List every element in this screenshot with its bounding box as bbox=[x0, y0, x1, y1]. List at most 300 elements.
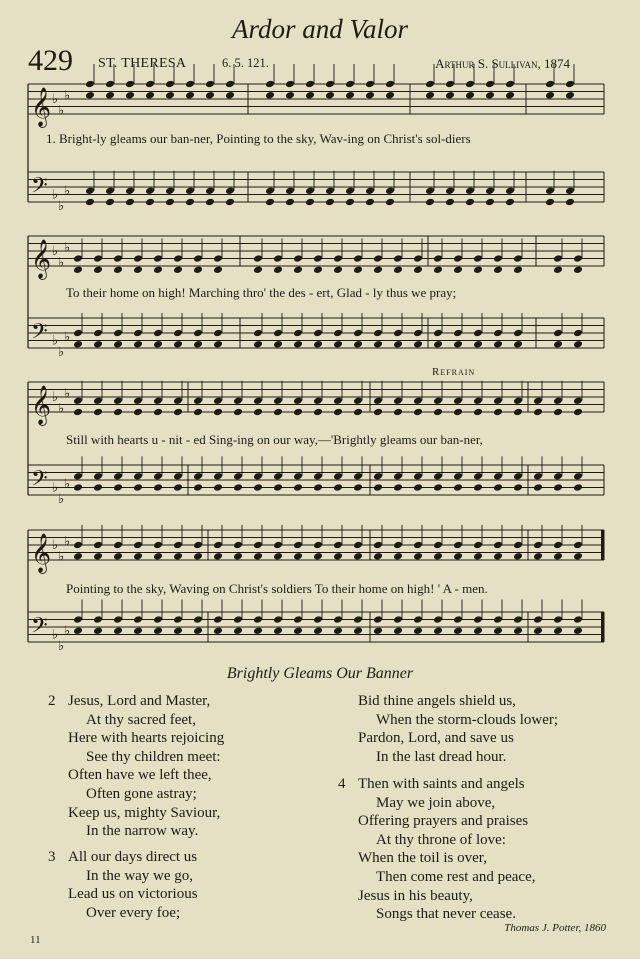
note-head bbox=[573, 254, 583, 263]
note-head bbox=[373, 483, 383, 492]
note-head bbox=[273, 408, 283, 417]
note-head bbox=[113, 340, 123, 349]
note-head bbox=[293, 329, 303, 338]
note-head bbox=[153, 472, 163, 481]
verse-line: When the storm-clouds lower; bbox=[376, 711, 559, 728]
note-head bbox=[373, 329, 383, 338]
note-head bbox=[193, 396, 203, 405]
flat-icon: ♭ bbox=[52, 627, 59, 643]
note-head bbox=[273, 340, 283, 349]
note-head bbox=[93, 408, 103, 417]
note-head bbox=[393, 483, 403, 492]
verse-line: Then with saints and angels bbox=[358, 776, 525, 792]
note-head bbox=[93, 396, 103, 405]
treble-clef-icon: 𝄞 bbox=[31, 239, 52, 279]
note-head bbox=[573, 472, 583, 481]
note-head bbox=[133, 541, 143, 550]
note-head bbox=[305, 80, 315, 89]
note-head bbox=[253, 626, 263, 635]
note-head bbox=[533, 483, 543, 492]
note-head bbox=[293, 541, 303, 550]
note-head bbox=[393, 541, 403, 550]
note-head bbox=[305, 91, 315, 100]
note-head bbox=[365, 198, 375, 207]
note-head bbox=[553, 472, 563, 481]
note-head bbox=[293, 615, 303, 624]
verse-4 bbox=[338, 775, 536, 924]
note-head bbox=[393, 615, 403, 624]
note-head bbox=[73, 541, 83, 550]
note-head bbox=[573, 552, 583, 561]
note-head bbox=[133, 329, 143, 338]
note-head bbox=[353, 483, 363, 492]
note-head bbox=[393, 396, 403, 405]
note-head bbox=[293, 340, 303, 349]
note-head bbox=[133, 552, 143, 561]
note-head bbox=[513, 329, 523, 338]
note-head bbox=[473, 340, 483, 349]
note-head bbox=[393, 265, 403, 274]
note-head bbox=[233, 626, 243, 635]
note-head bbox=[213, 552, 223, 561]
note-head bbox=[185, 198, 195, 207]
note-head bbox=[125, 91, 135, 100]
note-head bbox=[93, 254, 103, 263]
note-head bbox=[473, 541, 483, 550]
note-head bbox=[433, 340, 443, 349]
note-head bbox=[453, 329, 463, 338]
note-head bbox=[193, 626, 203, 635]
note-head bbox=[453, 615, 463, 624]
note-head bbox=[453, 340, 463, 349]
note-head bbox=[453, 626, 463, 635]
note-head bbox=[473, 626, 483, 635]
note-head bbox=[205, 91, 215, 100]
note-head bbox=[173, 626, 183, 635]
note-head bbox=[373, 552, 383, 561]
note-head bbox=[573, 265, 583, 274]
note-head bbox=[445, 198, 455, 207]
note-head bbox=[545, 80, 555, 89]
note-head bbox=[425, 80, 435, 89]
note-head bbox=[533, 396, 543, 405]
note-head bbox=[173, 552, 183, 561]
note-head bbox=[173, 329, 183, 338]
note-head bbox=[553, 615, 563, 624]
note-head bbox=[153, 254, 163, 263]
note-head bbox=[305, 198, 315, 207]
note-head bbox=[173, 472, 183, 481]
note-head bbox=[413, 541, 423, 550]
note-head bbox=[153, 340, 163, 349]
verse-line: May we join above, bbox=[376, 794, 496, 811]
note-head bbox=[233, 615, 243, 624]
note-head bbox=[333, 626, 343, 635]
note-head bbox=[393, 408, 403, 417]
note-head bbox=[93, 552, 103, 561]
note-head bbox=[493, 615, 503, 624]
note-head bbox=[73, 329, 83, 338]
note-head bbox=[313, 626, 323, 635]
verse-line: Here with hearts rejoicing bbox=[68, 730, 225, 747]
note-head bbox=[533, 552, 543, 561]
note-head bbox=[185, 186, 195, 195]
flat-icon: ♭ bbox=[58, 344, 65, 360]
note-head bbox=[473, 396, 483, 405]
verse-line: Bid thine angels shield us, bbox=[358, 693, 516, 709]
note-head bbox=[313, 552, 323, 561]
note-head bbox=[213, 626, 223, 635]
note-head bbox=[373, 254, 383, 263]
note-head bbox=[473, 254, 483, 263]
note-head bbox=[373, 626, 383, 635]
note-head bbox=[373, 340, 383, 349]
note-head bbox=[93, 329, 103, 338]
note-head bbox=[333, 615, 343, 624]
note-head bbox=[493, 472, 503, 481]
note-head bbox=[193, 329, 203, 338]
note-head bbox=[485, 80, 495, 89]
note-head bbox=[433, 541, 443, 550]
note-head bbox=[133, 265, 143, 274]
note-head bbox=[225, 198, 235, 207]
note-head bbox=[273, 483, 283, 492]
bass-clef-icon: 𝄢 bbox=[31, 173, 48, 204]
note-head bbox=[253, 483, 263, 492]
note-head bbox=[273, 552, 283, 561]
meter: 6. 5. 121. bbox=[222, 56, 269, 70]
lyrics-line-4: Pointing to the sky, Waving on Christ's soldiers To their home on high! ' A - men. bbox=[66, 581, 488, 596]
note-head bbox=[105, 186, 115, 195]
note-head bbox=[553, 396, 563, 405]
note-head bbox=[493, 483, 503, 492]
note-head bbox=[445, 186, 455, 195]
note-head bbox=[433, 396, 443, 405]
note-head bbox=[433, 408, 443, 417]
note-head bbox=[473, 552, 483, 561]
note-head bbox=[565, 80, 575, 89]
note-head bbox=[513, 552, 523, 561]
note-head bbox=[353, 329, 363, 338]
note-head bbox=[113, 552, 123, 561]
note-head bbox=[113, 472, 123, 481]
note-head bbox=[313, 408, 323, 417]
note-head bbox=[453, 265, 463, 274]
note-head bbox=[233, 396, 243, 405]
note-head bbox=[393, 254, 403, 263]
note-head bbox=[173, 615, 183, 624]
verse-line: Jesus in his beauty, bbox=[358, 887, 473, 904]
note-head bbox=[73, 340, 83, 349]
verse-line: In the way we go, bbox=[86, 867, 194, 884]
note-head bbox=[513, 265, 523, 274]
note-head bbox=[433, 615, 443, 624]
note-head bbox=[193, 408, 203, 417]
note-head bbox=[333, 541, 343, 550]
note-head bbox=[393, 340, 403, 349]
note-head bbox=[133, 472, 143, 481]
flat-icon: ♭ bbox=[64, 183, 71, 199]
note-head bbox=[225, 186, 235, 195]
note-head bbox=[153, 408, 163, 417]
note-head bbox=[185, 91, 195, 100]
note-head bbox=[305, 186, 315, 195]
note-head bbox=[453, 254, 463, 263]
treble-clef-icon: 𝄞 bbox=[31, 533, 52, 573]
note-head bbox=[485, 91, 495, 100]
note-head bbox=[85, 198, 95, 207]
note-head bbox=[553, 265, 563, 274]
note-head bbox=[233, 472, 243, 481]
note-head bbox=[113, 408, 123, 417]
note-head bbox=[93, 340, 103, 349]
note-head bbox=[465, 91, 475, 100]
note-head bbox=[345, 91, 355, 100]
note-head bbox=[393, 552, 403, 561]
note-head bbox=[333, 472, 343, 481]
flat-icon: ♭ bbox=[52, 333, 59, 349]
note-head bbox=[373, 408, 383, 417]
note-head bbox=[213, 615, 223, 624]
note-head bbox=[565, 186, 575, 195]
flat-icon: ♭ bbox=[58, 198, 65, 214]
note-head bbox=[313, 265, 323, 274]
note-head bbox=[145, 186, 155, 195]
note-head bbox=[233, 408, 243, 417]
note-head bbox=[393, 329, 403, 338]
note-head bbox=[173, 254, 183, 263]
note-head bbox=[505, 91, 515, 100]
flat-icon: ♭ bbox=[58, 549, 65, 565]
note-head bbox=[205, 186, 215, 195]
note-head bbox=[345, 80, 355, 89]
note-head bbox=[533, 626, 543, 635]
note-head bbox=[333, 408, 343, 417]
note-head bbox=[453, 396, 463, 405]
flat-icon: ♭ bbox=[64, 386, 71, 402]
note-head bbox=[105, 91, 115, 100]
note-head bbox=[233, 552, 243, 561]
note-head bbox=[573, 541, 583, 550]
note-head bbox=[313, 396, 323, 405]
note-head bbox=[253, 265, 263, 274]
note-head bbox=[133, 626, 143, 635]
note-head bbox=[373, 472, 383, 481]
note-head bbox=[293, 472, 303, 481]
note-head bbox=[133, 340, 143, 349]
note-head bbox=[433, 483, 443, 492]
note-head bbox=[545, 198, 555, 207]
note-head bbox=[73, 254, 83, 263]
note-head bbox=[553, 340, 563, 349]
verse-line: At thy sacred feet, bbox=[86, 711, 196, 728]
note-head bbox=[505, 186, 515, 195]
note-head bbox=[333, 552, 343, 561]
note-head bbox=[365, 186, 375, 195]
note-head bbox=[325, 91, 335, 100]
note-head bbox=[553, 408, 563, 417]
flat-icon: ♭ bbox=[64, 240, 71, 256]
verse-2 bbox=[48, 692, 225, 841]
note-head bbox=[433, 626, 443, 635]
note-head bbox=[205, 198, 215, 207]
note-head bbox=[165, 80, 175, 89]
note-head bbox=[553, 552, 563, 561]
note-head bbox=[365, 80, 375, 89]
note-head bbox=[485, 198, 495, 207]
note-head bbox=[133, 396, 143, 405]
note-head bbox=[385, 186, 395, 195]
note-head bbox=[93, 483, 103, 492]
composer: Arthur S. Sullivan, 1874 bbox=[435, 56, 570, 71]
note-head bbox=[273, 615, 283, 624]
bass-clef-icon: 𝄢 bbox=[31, 613, 48, 644]
note-head bbox=[353, 541, 363, 550]
hymn-number: 429 bbox=[28, 44, 73, 77]
note-head bbox=[493, 541, 503, 550]
note-head bbox=[273, 472, 283, 481]
note-head bbox=[565, 91, 575, 100]
note-head bbox=[293, 265, 303, 274]
note-head bbox=[273, 541, 283, 550]
flat-icon: ♭ bbox=[52, 480, 59, 496]
note-head bbox=[333, 340, 343, 349]
note-head bbox=[273, 396, 283, 405]
note-head bbox=[453, 541, 463, 550]
flat-icon: ♭ bbox=[52, 538, 59, 553]
note-head bbox=[453, 472, 463, 481]
note-head bbox=[125, 80, 135, 89]
verse-number: 2 bbox=[48, 693, 56, 709]
note-head bbox=[313, 254, 323, 263]
note-head bbox=[465, 80, 475, 89]
note-head bbox=[413, 254, 423, 263]
note-head bbox=[313, 340, 323, 349]
verse-line: When the toil is over, bbox=[358, 850, 487, 867]
note-head bbox=[133, 483, 143, 492]
note-head bbox=[113, 615, 123, 624]
note-head bbox=[73, 472, 83, 481]
verse-line: Pardon, Lord, and save us bbox=[358, 730, 514, 747]
note-head bbox=[413, 396, 423, 405]
note-head bbox=[453, 483, 463, 492]
note-head bbox=[485, 186, 495, 195]
note-head bbox=[493, 408, 503, 417]
note-head bbox=[445, 91, 455, 100]
note-head bbox=[205, 80, 215, 89]
note-head bbox=[393, 626, 403, 635]
verse-line: Lead us on victorious bbox=[68, 886, 198, 903]
note-head bbox=[353, 615, 363, 624]
note-head bbox=[333, 396, 343, 405]
note-head bbox=[285, 91, 295, 100]
note-head bbox=[473, 472, 483, 481]
note-head bbox=[253, 329, 263, 338]
note-head bbox=[285, 186, 295, 195]
note-head bbox=[325, 198, 335, 207]
note-head bbox=[353, 254, 363, 263]
final-barline bbox=[601, 530, 604, 560]
note-head bbox=[565, 198, 575, 207]
note-head bbox=[413, 340, 423, 349]
note-head bbox=[573, 408, 583, 417]
bass-clef-icon: 𝄢 bbox=[31, 466, 48, 497]
note-head bbox=[213, 265, 223, 274]
note-head bbox=[333, 254, 343, 263]
note-head bbox=[153, 626, 163, 635]
note-head bbox=[513, 483, 523, 492]
note-head bbox=[573, 626, 583, 635]
note-head bbox=[353, 396, 363, 405]
note-head bbox=[173, 340, 183, 349]
note-head bbox=[385, 80, 395, 89]
note-head bbox=[373, 265, 383, 274]
note-head bbox=[113, 265, 123, 274]
note-head bbox=[193, 483, 203, 492]
note-head bbox=[93, 541, 103, 550]
note-head bbox=[413, 265, 423, 274]
note-head bbox=[465, 198, 475, 207]
note-head bbox=[413, 626, 423, 635]
note-head bbox=[433, 329, 443, 338]
flat-icon: ♭ bbox=[52, 244, 59, 259]
verse-line: In the last dread hour. bbox=[376, 748, 507, 765]
note-head bbox=[333, 329, 343, 338]
note-head bbox=[313, 541, 323, 550]
note-head bbox=[553, 626, 563, 635]
note-head bbox=[453, 408, 463, 417]
flat-icon: ♭ bbox=[64, 534, 71, 550]
note-head bbox=[513, 254, 523, 263]
note-head bbox=[373, 396, 383, 405]
treble-clef-icon: 𝄞 bbox=[31, 87, 52, 127]
note-head bbox=[553, 254, 563, 263]
note-head bbox=[85, 186, 95, 195]
note-head bbox=[333, 265, 343, 274]
note-head bbox=[93, 472, 103, 481]
verse-number: 3 bbox=[48, 849, 56, 865]
final-barline bbox=[601, 612, 604, 642]
page-number: 11 bbox=[30, 934, 41, 946]
note-head bbox=[153, 541, 163, 550]
note-head bbox=[85, 91, 95, 100]
bass-clef-icon: 𝄢 bbox=[31, 319, 48, 350]
note-head bbox=[213, 254, 223, 263]
note-head bbox=[113, 541, 123, 550]
note-head bbox=[293, 254, 303, 263]
note-head bbox=[193, 552, 203, 561]
verse-line: Jesus, Lord and Master, bbox=[68, 693, 211, 709]
verse-line: Songs that never cease. bbox=[376, 906, 516, 923]
note-head bbox=[573, 483, 583, 492]
note-head bbox=[145, 80, 155, 89]
note-head bbox=[153, 265, 163, 274]
note-head bbox=[273, 626, 283, 635]
verse-line: See thy children meet: bbox=[86, 748, 221, 765]
lyrics-line-2: To their home on high! Marching thro' the des - ert, Glad - ly thus we pray; bbox=[66, 285, 457, 300]
note-head bbox=[473, 615, 483, 624]
note-head bbox=[165, 198, 175, 207]
lyrics-line-3: Still with hearts u - nit - ed Sing-ing on our way,—'Brightly gleams our ban-ner, bbox=[66, 432, 483, 447]
note-head bbox=[505, 80, 515, 89]
lyrics-line-1: 1. Bright-ly gleams our ban-ner, Pointing to the sky, Wav-ing on Christ's sol-diers bbox=[46, 131, 471, 146]
note-head bbox=[365, 91, 375, 100]
note-head bbox=[113, 329, 123, 338]
verse-line: All our days direct us bbox=[68, 849, 198, 865]
refrain-label: Refrain bbox=[432, 366, 476, 378]
note-head bbox=[353, 408, 363, 417]
note-head bbox=[453, 552, 463, 561]
